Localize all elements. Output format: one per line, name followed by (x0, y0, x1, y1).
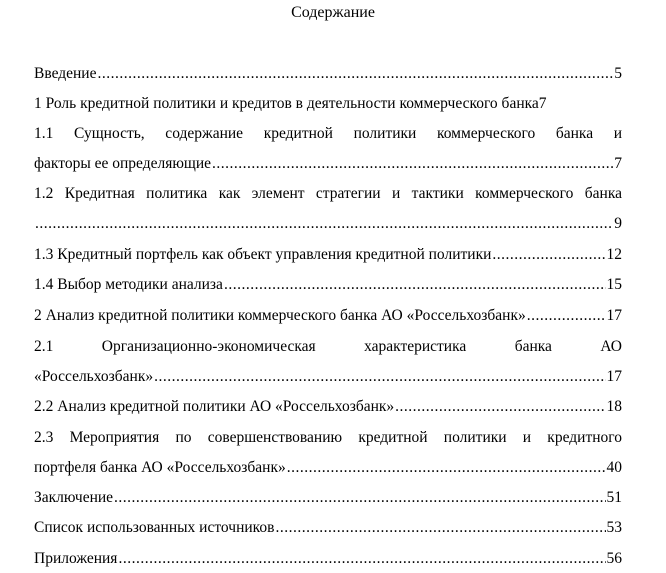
toc-entry-section-1-4[interactable] (34, 275, 622, 295)
toc-entry-section-1-1[interactable] (34, 124, 622, 174)
toc-dot-leader (395, 397, 605, 417)
toc-entry-text-line2: портфеля банка АО «Россельхозбанк» (34, 459, 286, 476)
toc-entry-text-line2: «Россельхозбанк» (34, 368, 154, 385)
toc-dot-leader (114, 488, 605, 508)
toc-dot-leader (97, 64, 613, 84)
toc-page-number: 17 (606, 307, 622, 324)
toc-entry-word: Организационно-экономическая (101, 338, 316, 355)
toc-page-number: 9 (614, 215, 622, 232)
toc-dot-leader (275, 518, 605, 538)
toc-page-number: 15 (606, 276, 622, 293)
toc-entry-word: банка (514, 338, 552, 355)
toc-page-number: 7 (538, 95, 547, 112)
toc-entry-text: Заключение (34, 489, 114, 506)
toc-dot-leader (492, 245, 605, 265)
toc-page-number: 7 (614, 155, 622, 172)
toc-entry-text: Введение (34, 65, 97, 82)
toc-entry-section-1-3[interactable] (34, 245, 622, 265)
toc-page-number: 12 (606, 246, 622, 263)
toc-entry-text: 2 Анализ кредитной политики коммерческого банка АО «Россельхозбанк» (34, 307, 526, 324)
toc-page-number: 56 (606, 550, 622, 567)
toc-dot-leader (224, 275, 606, 295)
toc-page-number: 5 (614, 65, 622, 82)
toc-entry-chapter-1[interactable] (34, 94, 622, 114)
toc-page-number: 17 (606, 368, 622, 385)
toc-entry-appendices[interactable] (34, 549, 622, 569)
toc-dot-leader (154, 367, 605, 387)
toc-dot-leader (118, 549, 605, 569)
toc-page-number: 18 (606, 398, 622, 415)
toc-entry-section-2-2[interactable] (34, 397, 622, 417)
toc-entry-section-1-2[interactable] (34, 184, 622, 234)
toc-entry-references[interactable] (34, 518, 622, 538)
toc-dot-leader (527, 306, 606, 326)
toc-entry-word: 2.1 (34, 338, 54, 355)
toc-entry-section-2-3[interactable] (34, 428, 622, 478)
toc-dot-leader (35, 214, 613, 234)
toc-entry-text: Список использованных источников (34, 519, 275, 536)
toc-entry-chapter-2[interactable] (34, 306, 622, 326)
toc-page-number: 51 (606, 489, 622, 506)
toc-entry-text: 1 Роль кредитной политики и кредитов в деятельности коммерческого банка (34, 95, 539, 112)
toc-title: Содержание (291, 4, 375, 21)
toc-entry-text: 1.3 Кредитный портфель как объект управления кредитной политики (34, 246, 492, 263)
toc-entry-text: 1.4 Выбор методики анализа (34, 276, 223, 293)
toc-page-number: 53 (606, 519, 622, 536)
toc-entry-word: АО (600, 338, 622, 355)
toc-dot-leader (212, 154, 613, 174)
toc-entry-text-line1: 1.2 Кредитная политика как элемент стратегии и тактики коммерческого банка (34, 185, 622, 202)
toc-entry-text-line1: 1.1 Сущность, содержание кредитной политики коммерческого банка и (34, 125, 622, 142)
toc-page-number: 40 (606, 459, 622, 476)
toc-entry-text: Приложения (34, 550, 118, 567)
toc-entry-text-line2: факторы ее определяющие (34, 155, 212, 172)
toc-entry-text-line1: 2.3 Мероприятия по совершенствованию кредитной политики и кредитного (34, 429, 622, 446)
toc-entry-introduction[interactable] (34, 64, 622, 84)
toc-entry-word: характеристика (364, 338, 467, 355)
toc-entry-conclusion[interactable] (34, 488, 622, 508)
toc-entry-section-2-1[interactable] (34, 337, 622, 387)
toc-dot-leader (287, 458, 606, 478)
toc-entry-text: 2.2 Анализ кредитной политики АО «Россельхозбанк» (34, 398, 395, 415)
